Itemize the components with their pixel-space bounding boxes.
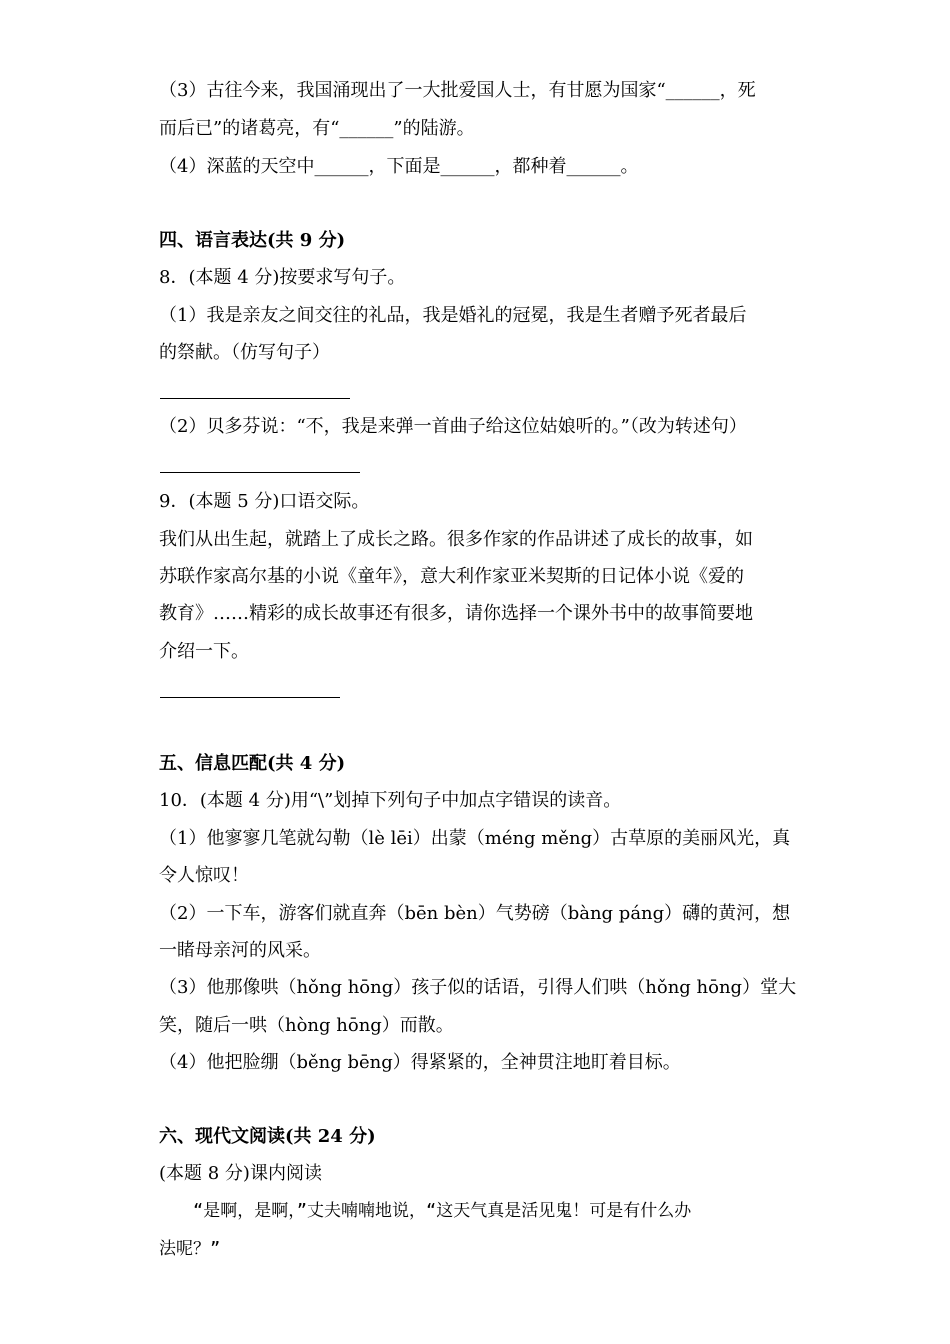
q10-item4: （4）他把脸绷（běng bēng）得紧紧的，全神贯注地盯着目标。 bbox=[159, 1052, 681, 1073]
q9-body-line4: 介绍一下。 bbox=[159, 641, 249, 662]
q10-item1-line2: 令人惊叹！ bbox=[159, 865, 249, 886]
q7-item3-line2: 而后已”的诸葛亮，有“______”的陆游。 bbox=[159, 118, 475, 139]
section6-intro: (本题 8 分)课内阅读 bbox=[159, 1163, 322, 1184]
section4-heading: 四、语言表达(共 9 分) bbox=[159, 230, 346, 251]
q7-item4: （4）深蓝的天空中______，下面是______，都种着______。 bbox=[159, 156, 639, 177]
q8-item2: （2）贝多芬说：“不，我是来弹一首曲子给这位姑娘听的。”（改为转述句） bbox=[159, 416, 747, 437]
q8-item1-line1: （1）我是亲友之间交往的礼品，我是婚礼的冠冕，我是生者赠予死者最后 bbox=[159, 305, 747, 326]
q8-stem: 8．(本题 4 分)按要求写句子。 bbox=[159, 267, 406, 288]
q10-item1-line1: （1）他寥寥几笔就勾勒（lè lēi）出蒙（méng měng）古草原的美丽风光，真 bbox=[159, 828, 791, 849]
q9-answer-line[interactable] bbox=[160, 697, 340, 698]
q10-item2-line2: 一睹母亲河的风采。 bbox=[159, 940, 321, 961]
q9-stem: 9．(本题 5 分)口语交际。 bbox=[159, 491, 370, 512]
q10-item3-line1: （3）他那像哄（hǒng hōng）孩子似的话语，引得人们哄（hǒng hōng）堂大 bbox=[159, 977, 797, 998]
passage-line2: 法呢？” bbox=[159, 1239, 221, 1259]
q9-body-line2: 苏联作家高尔基的小说《童年》，意大利作家亚米契斯的日记体小说《爱的 bbox=[159, 566, 744, 587]
passage-line1: “是啊，是啊，”丈夫喃喃地说，“这天气真是活见鬼！可是有什么办 bbox=[159, 1201, 692, 1221]
q8-item1-answer-line[interactable] bbox=[160, 398, 350, 399]
section6-heading: 六、现代文阅读(共 24 分) bbox=[159, 1126, 376, 1147]
q10-item3-line2: 笑，随后一哄（hòng hōng）而散。 bbox=[159, 1015, 454, 1036]
q9-body-line1: 我们从出生起，就踏上了成长之路。很多作家的作品讲述了成长的故事，如 bbox=[159, 529, 753, 550]
q8-item2-answer-line[interactable] bbox=[160, 472, 360, 473]
q8-item1-line2: 的祭献。（仿写句子） bbox=[159, 342, 330, 363]
q9-body-line3: 教育》……精彩的成长故事还有很多，请你选择一个课外书中的故事简要地 bbox=[159, 603, 753, 624]
q10-stem: 10．(本题 4 分)用“\”划掉下列句子中加点字错误的读音。 bbox=[159, 790, 622, 811]
q10-item2-line1: （2）一下车，游客们就直奔（bēn bèn）气势磅（bàng páng）礴的黄河，想 bbox=[159, 903, 791, 924]
q7-item3-line1: （3）古往今来，我国涌现出了一大批爱国人士，有甘愿为国家“______，死 bbox=[159, 80, 756, 101]
section5-heading: 五、信息匹配(共 4 分) bbox=[159, 753, 346, 774]
